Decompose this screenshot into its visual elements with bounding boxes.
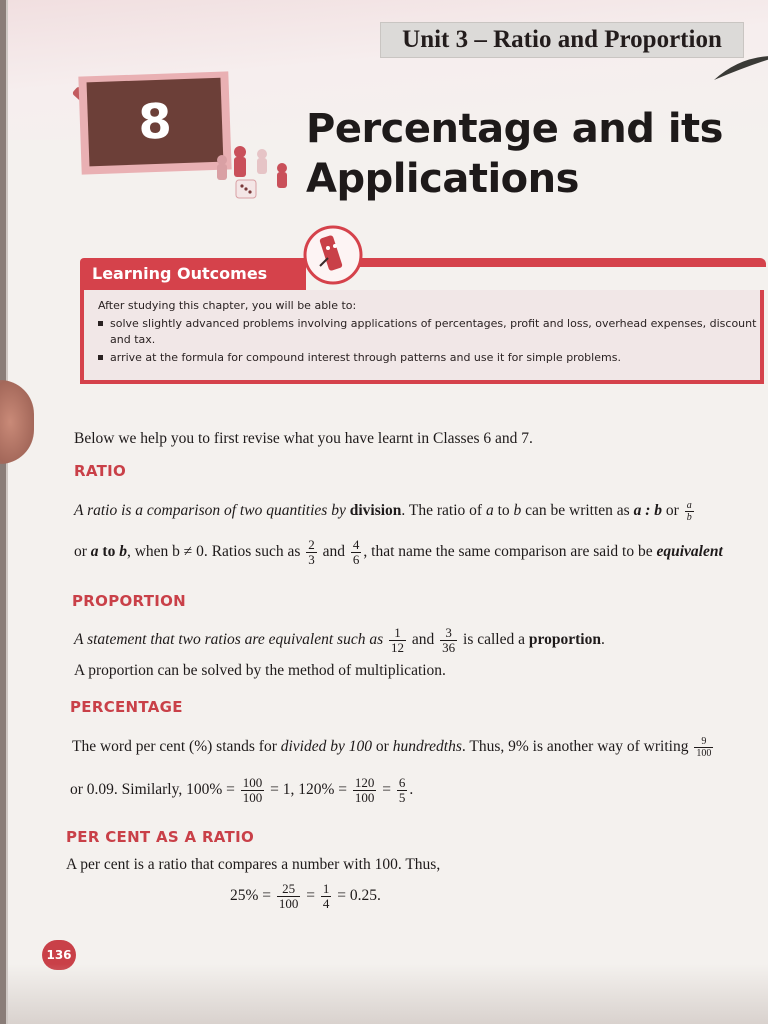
fraction bbox=[277, 882, 301, 911]
text-span: or bbox=[375, 738, 389, 756]
fraction-numerator: 100 bbox=[242, 775, 263, 790]
fraction bbox=[694, 736, 713, 759]
text-span: = 1, 120% = bbox=[270, 781, 348, 799]
text-span: A statement that two ratios are equivalent such as bbox=[74, 631, 384, 649]
intro-sentence: Below we help you to first revise what you have learnt in Classes 6 and 7. bbox=[74, 430, 533, 447]
ratio-heading: RATIO bbox=[74, 462, 127, 480]
list-item: solve slightly advanced problems involving applications of percentages, profit and loss, overhead expenses, discount and tax. bbox=[98, 316, 762, 348]
proportion-line1 bbox=[74, 626, 605, 655]
text-span: . Thus, 9% is another way of writing bbox=[461, 738, 689, 756]
fraction-numerator: 9 bbox=[694, 736, 713, 748]
learning-outcomes-heading: Learning Outcomes bbox=[80, 258, 306, 290]
text-span: or bbox=[74, 543, 87, 561]
per-cent-ratio-line1: A per cent is a ratio that compares a number with 100. Thus, bbox=[66, 856, 441, 873]
learning-outcomes-box bbox=[76, 246, 766, 390]
text-span: a bbox=[90, 543, 99, 561]
fraction-numerator: 3 bbox=[440, 626, 457, 641]
chapter-title-line1: Percentage and its bbox=[306, 106, 723, 152]
text-span: equivalent bbox=[656, 543, 723, 561]
percentage-line2 bbox=[70, 776, 413, 805]
proportion-line2: A proportion can be solved by the method of multiplication. bbox=[74, 662, 446, 679]
fraction bbox=[389, 626, 406, 655]
fraction bbox=[440, 626, 457, 655]
text-span: proportion bbox=[528, 631, 601, 649]
text-span: b bbox=[119, 543, 127, 561]
text-span: b ≠ 0. bbox=[172, 543, 208, 561]
text-span: A ratio is a comparison of two quantities by bbox=[74, 502, 346, 520]
learning-outcomes-text bbox=[98, 298, 762, 366]
fraction-denominator: 100 bbox=[242, 790, 263, 805]
percentage-line1 bbox=[72, 736, 715, 759]
fraction-denominator: 6 bbox=[352, 552, 360, 567]
fraction-denominator: 12 bbox=[391, 640, 404, 655]
fraction bbox=[306, 538, 317, 567]
fraction-denominator: 36 bbox=[442, 640, 456, 655]
page-bottom-shadow bbox=[8, 964, 768, 1024]
text-span: a bbox=[485, 502, 494, 520]
textbook-page bbox=[6, 0, 768, 1024]
text-span: , that name the same comparison are said to be bbox=[363, 543, 653, 561]
fraction-denominator: 3 bbox=[308, 552, 315, 567]
text-span: . bbox=[409, 781, 414, 799]
text-span: divided by 100 bbox=[280, 738, 373, 756]
text-span: . bbox=[600, 631, 605, 649]
text-span: = bbox=[306, 887, 316, 905]
pencil-mascot-icon bbox=[302, 224, 364, 286]
learning-outcomes-list bbox=[98, 316, 762, 366]
text-span: can be written as bbox=[525, 502, 630, 520]
text-span: or 0.09. Similarly, 100% = bbox=[70, 781, 235, 799]
per-cent-ratio-heading: PER CENT AS A RATIO bbox=[66, 828, 254, 846]
fraction-numerator: 1 bbox=[322, 881, 330, 896]
text-span: division bbox=[349, 502, 402, 520]
text-span: hundredths bbox=[392, 738, 462, 756]
fraction-denominator: 100 bbox=[696, 748, 712, 759]
chapter-number: 8 bbox=[87, 78, 224, 167]
fraction-numerator: 120 bbox=[354, 775, 375, 790]
text-span: to bbox=[102, 543, 116, 561]
text-span: = 0.25. bbox=[337, 887, 381, 905]
text-span: = bbox=[382, 781, 392, 799]
fraction-numerator: 1 bbox=[389, 626, 406, 641]
ratio-paragraph-line1 bbox=[74, 500, 696, 523]
text-span: a : b bbox=[633, 502, 663, 520]
text-span: and bbox=[411, 631, 435, 649]
fraction-denominator: b bbox=[686, 512, 692, 523]
text-span: , when bbox=[126, 543, 169, 561]
fraction-numerator: 6 bbox=[398, 775, 406, 790]
text-span: or bbox=[665, 502, 679, 520]
text-span: b bbox=[513, 502, 522, 520]
text-span: is called a bbox=[463, 631, 525, 649]
fraction-numerator: 4 bbox=[352, 537, 360, 552]
fraction-numerator: 25 bbox=[277, 882, 301, 897]
page-number: 136 bbox=[42, 940, 76, 970]
proportion-heading: PROPORTION bbox=[72, 592, 187, 610]
text-span: Ratios such as bbox=[211, 543, 301, 561]
chapter-number-box bbox=[78, 71, 231, 174]
fraction-denominator: 5 bbox=[398, 790, 406, 805]
learning-outcomes-body bbox=[80, 290, 764, 384]
fraction bbox=[685, 500, 694, 523]
learning-outcomes-rule bbox=[346, 258, 766, 267]
fraction-numerator: 2 bbox=[308, 537, 315, 552]
text-span: . The ratio of bbox=[401, 502, 483, 520]
fraction-denominator: 100 bbox=[278, 896, 299, 911]
text-span: to bbox=[497, 502, 510, 520]
text-span: The word per cent (%) stands for bbox=[72, 738, 277, 756]
fraction bbox=[321, 882, 332, 911]
game-pieces-icon bbox=[210, 140, 300, 202]
fraction bbox=[241, 776, 265, 805]
learning-outcomes-intro: After studying this chapter, you will be able to: bbox=[98, 299, 357, 312]
list-item: arrive at the formula for compound interest through patterns and use it for simple problems. bbox=[98, 350, 762, 366]
ratio-paragraph-line2 bbox=[74, 538, 723, 567]
fraction bbox=[351, 538, 362, 567]
fraction-denominator: 100 bbox=[354, 790, 375, 805]
fraction bbox=[397, 776, 408, 805]
unit-title: Unit 3 – Ratio and Proportion bbox=[380, 22, 744, 58]
per-cent-ratio-equation bbox=[230, 882, 381, 911]
text-span: and bbox=[322, 543, 346, 561]
chapter-title-line2: Applications bbox=[306, 156, 579, 202]
chapter-title bbox=[306, 104, 746, 204]
text-span: 25% = bbox=[230, 887, 272, 905]
fraction-numerator: a bbox=[686, 500, 692, 511]
percentage-heading: PERCENTAGE bbox=[70, 698, 183, 716]
fraction bbox=[353, 776, 377, 805]
fraction-denominator: 4 bbox=[322, 896, 330, 911]
leaf-decoration-icon bbox=[712, 52, 768, 82]
